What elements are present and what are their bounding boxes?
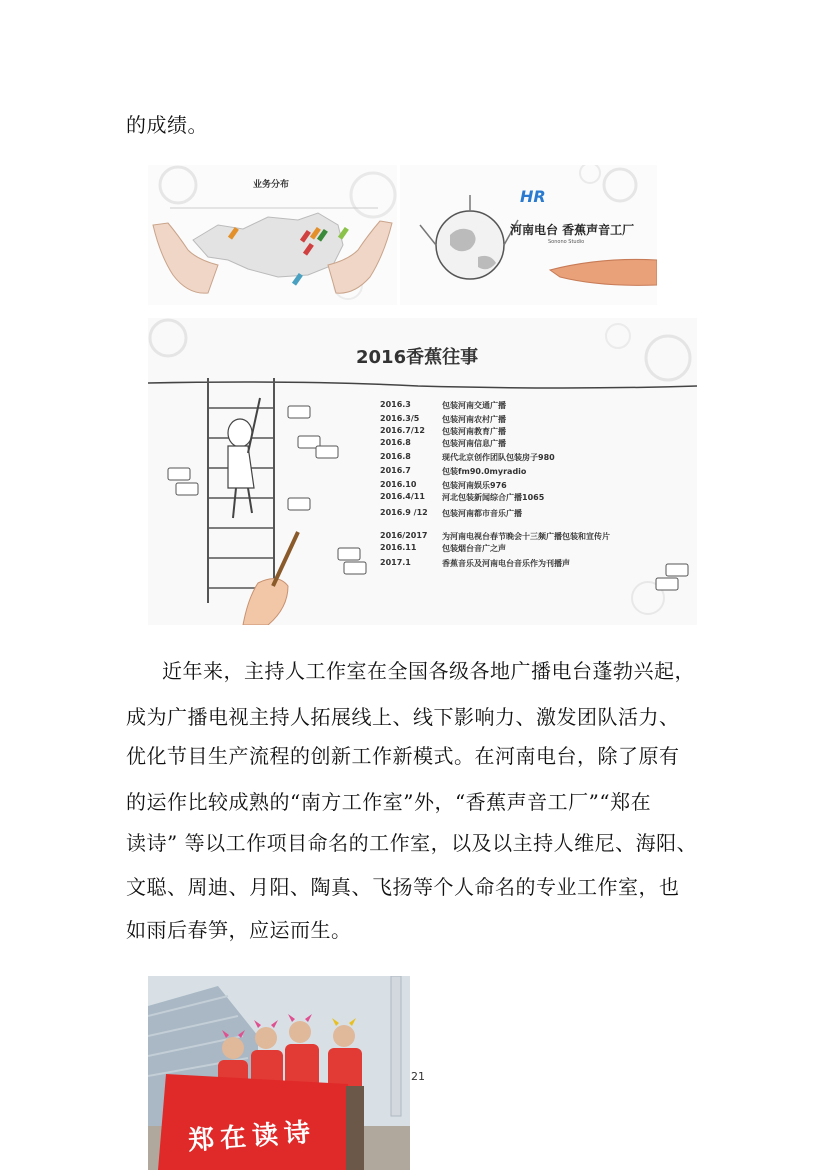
- paragraph-line: 的运作比较成熟的“南方工作室”外，“香蕉声音工厂”“郑在: [126, 790, 652, 814]
- timeline-event: 现代北京创作团队包装房子980: [442, 453, 555, 462]
- timeline-date: 2016.10: [380, 480, 417, 489]
- timeline-event: 河北包装新闻综合广播1065: [442, 493, 545, 502]
- studio-logo-subtitle: Sonono Studio: [548, 239, 585, 245]
- timeline-event: 包装河南农村广播: [442, 415, 506, 424]
- timeline-event: 包装fm90.0myradio: [442, 467, 527, 476]
- timeline-date: 2016.8: [380, 452, 411, 461]
- timeline-event: 包装河南信息广播: [442, 439, 506, 448]
- timeline-event: 包装河南娱乐976: [442, 481, 507, 490]
- timeline-title: 2016香蕉往事: [356, 347, 479, 368]
- studio-logo-slide: [400, 165, 657, 305]
- timeline-event: 香蕉音乐及河南电台音乐作为刊播声: [442, 559, 570, 568]
- timeline-date: 2016.8: [380, 438, 411, 447]
- business-map-slide: [148, 165, 397, 305]
- timeline-event: 包装烟台音广之声: [442, 544, 506, 553]
- timeline-event: 包装河南都市音乐广播: [442, 509, 522, 518]
- timeline-date: 2017.1: [380, 558, 411, 567]
- paragraph-line: 成为广播电视主持人拓展线上、线下影响力、激发团队活力、: [126, 705, 680, 729]
- paragraph-line: 近年来，主持人工作室在全国各级各地广播电台蓬勃兴起，: [162, 659, 695, 683]
- timeline-date: 2016.11: [380, 543, 417, 552]
- timeline-date: 2016.3/5: [380, 414, 420, 423]
- timeline-date: 2016/2017: [380, 531, 428, 540]
- timeline-event: 包装河南交通广播: [442, 401, 506, 410]
- business-map-title: 业务分布: [253, 180, 290, 190]
- team-banner-text: 郑在读诗: [187, 1117, 318, 1157]
- page-number: 21: [411, 1070, 425, 1083]
- paragraph-tail: 的成绩。: [126, 113, 208, 137]
- timeline-event: 包装河南教育广播: [442, 427, 506, 436]
- paragraph-line: 优化节目生产流程的创新工作新模式。在河南电台，除了原有: [126, 744, 680, 768]
- timeline-date: 2016.4/11: [380, 492, 425, 501]
- studio-logo-title: 河南电台 香蕉声音工厂: [510, 223, 635, 237]
- paragraph-line: 文聪、周迪、月阳、陶真、飞扬等个人命名的专业工作室，也: [126, 875, 680, 899]
- paragraph-line: 如雨后春笋，应运而生。: [126, 918, 352, 942]
- timeline-date: 2016.7/12: [380, 426, 425, 435]
- timeline-slide: [148, 318, 697, 625]
- paragraph-line: 读诗” 等以工作项目命名的工作室，以及以主持人维尼、海阳、: [126, 831, 698, 855]
- timeline-date: 2016.3: [380, 400, 411, 409]
- timeline-date: 2016.7: [380, 466, 411, 475]
- team-photo: [148, 976, 410, 1170]
- studio-logo-mark: HR: [520, 187, 546, 206]
- timeline-date: 2016.9 /12: [380, 508, 428, 517]
- timeline-event: 为河南电视台春节晚会十三频广播包装和宣传片: [442, 532, 610, 541]
